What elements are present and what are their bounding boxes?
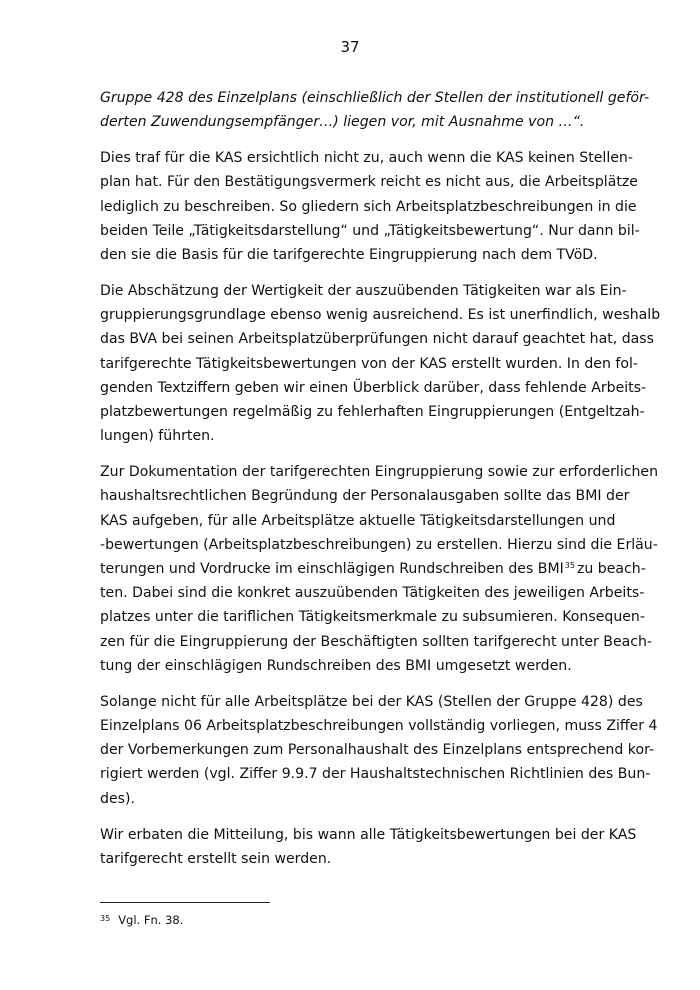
paragraph-einzelplan <box>100 690 658 811</box>
text-segment: zu beach- <box>576 561 646 578</box>
text-line: platzes unter die tariflichen Tätigkeitsmerkmale zu subsumieren. Konsequen- <box>100 609 645 626</box>
text-segment: terungen und Vordrucke im einschlägigen Rundschreiben des BMI <box>100 561 564 578</box>
text-line: zen für die Eingruppierung der Beschäftigten sollten tarifgerecht unter Beach- <box>100 633 653 650</box>
text-line: platzbewertungen regelmäßig zu fehlerhaften Eingruppierungen (Entgeltzah- <box>100 404 645 421</box>
text-line: der Vorbemerkungen zum Personalhaushalt des Einzelplans entsprechend kor- <box>100 742 655 759</box>
body-text <box>100 86 661 883</box>
text-line: lediglich zu beschreiben. So gliedern sich Arbeitsplatzbeschreibungen in die <box>100 198 637 215</box>
text-line: plan hat. Für den Bestätigungsvermerk reicht es nicht aus, die Arbeitsplätze <box>100 174 638 191</box>
footnote-text: Vgl. Fn. 38. <box>118 913 184 927</box>
text-line: den sie die Basis für die tarifgerechte Eingruppierung nach dem TVöD. <box>100 247 598 264</box>
text-line: KAS aufgeben, für alle Arbeitsplätze aktuelle Tätigkeitsdarstellungen und <box>100 512 616 529</box>
text-line: beiden Teile „Tätigkeitsdarstellung“ und „Tätigkeitsbewertung“. Nur dann bil- <box>100 222 640 239</box>
paragraph-quote-continuation <box>100 86 650 134</box>
text-line: des). <box>100 790 135 807</box>
text-line: Solange nicht für alle Arbeitsplätze bei der KAS (Stellen der Gruppe 428) des <box>100 693 643 710</box>
text-line: tarifgerechte Tätigkeitsbewertungen von der KAS erstellt wurden. In den fol- <box>100 355 638 372</box>
text-line-with-footnote <box>100 557 646 581</box>
text-line: haushaltsrechtlichen Begründung der Personalausgaben sollte das BMI der <box>100 488 630 505</box>
text-line: Die Abschätzung der Wertigkeit der auszuübenden Tätigkeiten war als Ein- <box>100 283 627 300</box>
paragraph-kas-stellenplan <box>100 146 640 267</box>
footnote <box>100 912 183 928</box>
text-line: rigiert werden (vgl. Ziffer 9.9.7 der Haushaltstechnischen Richtlinien des Bun- <box>100 766 651 783</box>
text-line: derten Zuwendungsempfänger…) liegen vor, mit Ausnahme von …“. <box>100 114 585 131</box>
text-line: Dies traf für die KAS ersichtlich nicht zu, auch wenn die KAS keinen Stellen- <box>100 150 633 167</box>
paragraph-mitteilung <box>100 823 637 871</box>
paragraph-dokumentation <box>100 460 659 678</box>
text-line: lungen) führten. <box>100 428 215 445</box>
text-line: gruppierungsgrundlage ebenso wenig ausreichend. Es ist unerfindlich, weshalb <box>100 307 661 324</box>
text-line: tung der einschlägigen Rundschreiben des BMI umgesetzt werden. <box>100 657 572 674</box>
text-line: Wir erbaten die Mitteilung, bis wann alle Tätigkeitsbewertungen bei der KAS <box>100 826 637 843</box>
text-line: Einzelplans 06 Arbeitsplatzbeschreibungen vollständig vorliegen, muss Ziffer 4 <box>100 718 658 735</box>
footnote-reference: 35 <box>564 561 575 571</box>
text-line: -bewertungen (Arbeitsplatzbeschreibungen) zu erstellen. Hierzu sind die Erläu- <box>100 536 658 553</box>
text-line: Zur Dokumentation der tarifgerechten Eingruppierung sowie zur erforderlichen <box>100 464 659 481</box>
text-line: das BVA bei seinen Arbeitsplatzüberprüfungen nicht darauf geachtet hat, dass <box>100 331 654 348</box>
paragraph-abschaetzung <box>100 279 661 448</box>
text-line: tarifgerecht erstellt sein werden. <box>100 850 332 867</box>
footnote-number: 35 <box>100 914 111 923</box>
text-line: Gruppe 428 des Einzelplans (einschließlich der Stellen der institutionell geför- <box>100 90 650 106</box>
footnote-divider <box>100 902 270 903</box>
text-line: ten. Dabei sind die konkret auszuübenden Tätigkeiten des jeweiligen Arbeits- <box>100 585 645 602</box>
text-line: genden Textziffern geben wir einen Überblick darüber, dass fehlende Arbeits- <box>100 379 647 396</box>
page-number: 37 <box>340 38 360 56</box>
